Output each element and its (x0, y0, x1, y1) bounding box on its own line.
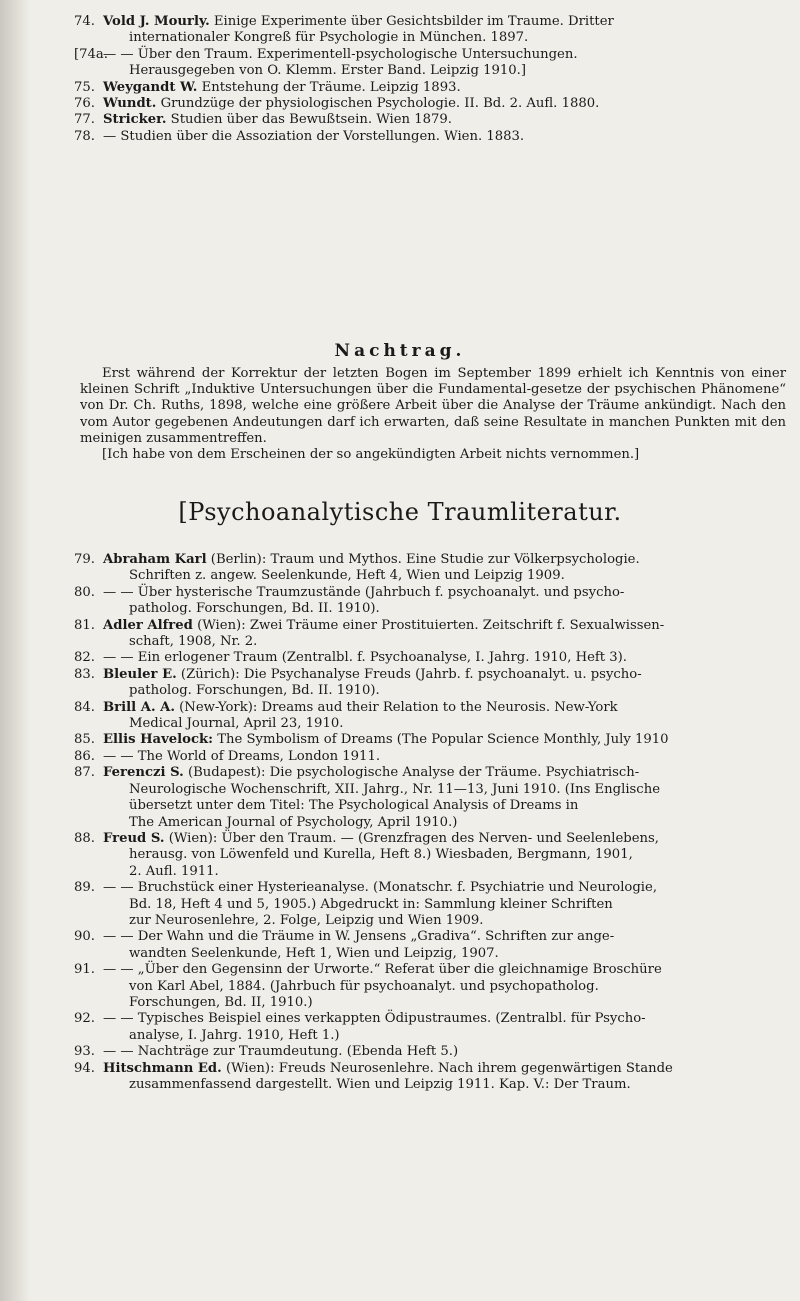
entry-title: — — Über hysterische Traumzustände (Jahrbuch f. psychoanalyt. und psycho- (103, 584, 625, 600)
entry-author: Ellis Havelock: (103, 732, 213, 748)
entry-continuation: Herausgegeben von O. Klemm. Erster Band. Leipzig 1910.] (129, 63, 527, 79)
entry-continuation: analyse, I. Jahrg. 1910, Heft 1.) (129, 1027, 340, 1043)
bibliography-entry (0, 880, 800, 929)
bibliography-entry (0, 732, 800, 748)
bibliography-list-top (0, 14, 800, 145)
entry-continuation: Medical Journal, April 23, 1910. (129, 716, 344, 732)
entry-number: 77. (74, 112, 95, 128)
entry-text (103, 47, 800, 80)
entry-author: Bleuler E. (103, 666, 177, 682)
entry-author: Abraham Karl (103, 552, 207, 567)
bibliography-entry (0, 962, 800, 1011)
entry-title: Studien über das Bewußtsein. Wien 1879. (170, 112, 452, 128)
entry-text (103, 129, 800, 145)
entry-title: — Studien über die Assoziation der Vorstellungen. Wien. 1883. (103, 128, 525, 144)
entry-title: (Wien): Freuds Neurosenlehre. Nach ihrem gegenwärtigen Stande (225, 1060, 673, 1076)
entry-author: Weygandt W. (103, 79, 198, 95)
bibliography-entry (0, 831, 800, 880)
entry-text (103, 80, 800, 96)
bibliography-entry (0, 667, 800, 700)
entry-text (103, 1044, 800, 1060)
entry-title: (Wien): Über den Traum. — (Grenzfragen des Nerven- und Seelenlebens, (168, 830, 659, 846)
entry-author: Ferenczi S. (103, 765, 184, 781)
entry-text (103, 732, 800, 748)
entry-number: [74a. (74, 46, 108, 62)
bibliography-entry (0, 929, 800, 962)
bibliography-entry (0, 1011, 800, 1044)
entry-number: 85. (74, 732, 95, 748)
entry-number: 92. (74, 1011, 95, 1027)
entry-continuation: herausg. von Löwenfeld und Kurella, Heft 8.) Wiesbaden, Bergmann, 1901, (129, 847, 633, 863)
entry-text (103, 962, 800, 1011)
entry-author: Wundt. (103, 96, 157, 112)
entry-text (103, 14, 800, 47)
entry-text (103, 880, 800, 929)
bibliography-entry (0, 1061, 800, 1094)
entry-continuation: zusammenfassend dargestellt. Wien und Leipzig 1911. Kap. V.: Der Traum. (129, 1077, 631, 1092)
entry-number: 79. (74, 552, 95, 567)
entry-text (103, 831, 800, 880)
entry-text (103, 618, 800, 651)
entry-text (103, 112, 800, 128)
entry-number: 75. (74, 79, 95, 95)
bibliography-entry (0, 96, 800, 112)
entry-title: — — Bruchstück einer Hysterieanalyse. (Monatschr. f. Psychiatrie und Neurologie, (103, 880, 658, 896)
entry-continuation: The American Journal of Psychology, April 1910.) (129, 814, 458, 830)
bibliography-entry (0, 14, 800, 47)
entry-title: — — Nachträge zur Traumdeutung. (Ebenda Heft 5.) (103, 1044, 459, 1060)
bibliography-entry (0, 129, 800, 145)
entry-number: 87. (74, 765, 95, 781)
entry-title: (Berlin): Traum und Mythos. Eine Studie zur Völkerpsychologie. (210, 552, 640, 567)
bibliography-list-bottom (0, 552, 800, 1093)
entry-title: Einige Experimente über Gesichtsbilder im Traume. Dritter (213, 14, 614, 29)
entry-title: Entstehung der Träume. Leipzig 1893. (201, 79, 461, 95)
entry-text (103, 667, 800, 700)
entry-text (103, 1011, 800, 1044)
bibliography-entry (0, 749, 800, 765)
entry-title: — — Der Wahn und die Träume in W. Jensens „Gradiva“. Schriften zur ange- (103, 929, 615, 945)
entry-author: Stricker. (103, 112, 167, 128)
entry-continuation: internationaler Kongreß für Psychologie in München. 1897. (129, 30, 529, 46)
bibliography-entry (0, 80, 800, 96)
entry-title: — — The World of Dreams, London 1911. (103, 748, 381, 764)
entry-title: The Symbolism of Dreams (The Popular Science Monthly, July 1910 (217, 732, 669, 748)
entry-continuation: übersetzt unter dem Titel: The Psychological Analysis of Dreams in (129, 798, 579, 814)
entry-author: Brill A. A. (103, 699, 175, 715)
entry-number: 94. (74, 1060, 95, 1076)
entry-number: 80. (74, 584, 95, 600)
entry-continuation: Forschungen, Bd. II, 1910.) (129, 994, 313, 1010)
entry-continuation: patholog. Forschungen, Bd. II. 1910). (129, 683, 380, 699)
nachtrag-paragraph: [Ich habe von dem Erscheinen der so angekündigten Arbeit nichts vernommen.] (102, 447, 640, 463)
entry-author: Vold J. Mourly. (103, 14, 210, 29)
entry-number: 89. (74, 880, 95, 896)
entry-continuation: Schriften z. angew. Seelenkunde, Heft 4, Wien und Leipzig 1909. (129, 568, 565, 584)
entry-number: 74. (74, 14, 95, 29)
entry-number: 83. (74, 666, 95, 682)
section-heading: [Psychoanalytische Traumliteratur. (178, 498, 622, 526)
entry-text (103, 650, 800, 666)
entry-text (103, 749, 800, 765)
entry-author: Freud S. (103, 830, 165, 846)
entry-continuation: patholog. Forschungen, Bd. II. 1910). (129, 601, 380, 617)
bibliography-entry (0, 585, 800, 618)
entry-continuation: Neurologische Wochenschrift, XII. Jahrg., Nr. 11—13, Juni 1910. (Ins Englische (129, 781, 660, 797)
entry-continuation: wandten Seelenkunde, Heft 1, Wien und Leipzig, 1907. (129, 945, 499, 961)
bibliography-entry (0, 47, 800, 80)
entry-text (103, 552, 800, 585)
bibliography-entry (0, 765, 800, 831)
nachtrag-body (80, 366, 786, 463)
entry-continuation: zur Neurosenlehre, 2. Folge, Leipzig und Wien 1909. (129, 912, 484, 928)
entry-continuation: Bd. 18, Heft 4 und 5, 1905.) Abgedruckt in: Sammlung kleiner Schriften (129, 896, 613, 912)
entry-number: 76. (74, 96, 95, 112)
bibliography-entry (0, 650, 800, 666)
entry-title: (Budapest): Die psychologische Analyse der Träume. Psychiatrisch- (187, 765, 640, 781)
bibliography-entry (0, 700, 800, 733)
bibliography-entry (0, 1044, 800, 1060)
entry-title: — — Typisches Beispiel eines verkappten Ödipustraumes. (Zentralbl. für Psycho- (103, 1011, 646, 1027)
entry-title: — — Ein erlogener Traum (Zentralbl. f. Psychoanalyse, I. Jahrg. 1910, Heft 3). (103, 650, 627, 666)
entry-title: — — „Über den Gegensinn der Urworte.“ Referat über die gleichnamige Broschüre (103, 962, 662, 978)
entry-continuation: von Karl Abel, 1884. (Jahrbuch für psychoanalyt. und psychopatholog. (129, 978, 599, 994)
entry-number: 90. (74, 929, 95, 945)
entry-text (103, 1061, 800, 1094)
entry-text (103, 585, 800, 618)
entry-title: — — Über den Traum. Experimentell-psychologische Untersuchungen. (103, 46, 578, 62)
entry-number: 82. (74, 650, 95, 666)
bibliography-entry (0, 618, 800, 651)
nachtrag-heading: Nachtrag. (334, 341, 466, 361)
entry-title: (New-York): Dreams aud their Relation to the Neurosis. New-York (179, 699, 618, 715)
entry-text (103, 700, 800, 733)
entry-text (103, 96, 800, 112)
entry-text (103, 765, 800, 831)
entry-text (103, 929, 800, 962)
entry-author: Adler Alfred (103, 617, 193, 633)
entry-number: 81. (74, 617, 95, 633)
entry-number: 78. (74, 128, 95, 144)
entry-author: Hitschmann Ed. (103, 1060, 222, 1076)
entry-number: 86. (74, 748, 95, 764)
entry-continuation: 2. Aufl. 1911. (129, 863, 219, 879)
entry-number: 88. (74, 830, 95, 846)
entry-title: Grundzüge der physiologischen Psychologie. II. Bd. 2. Aufl. 1880. (160, 96, 600, 112)
entry-number: 91. (74, 962, 95, 978)
bibliography-entry (0, 112, 800, 128)
nachtrag-paragraph: Erst während der Korrektur der letzten Bogen im September 1899 erhielt ich Kenntnis von einer kleinen Schrift „Induktive Untersuchungen über die Fundamental-gesetze der psychischen Phänomene“ von Dr. Ch. Ruths, 1898, welche eine größere Arbeit über die Analyse der Träume ankündigt. Nach den vom Autor gegebenen Andeutungen darf ich erwarten, daß seine Resultate in manchen Punkten mit den meinigen zusammentreffen. (80, 366, 786, 446)
entry-title: (Zürich): Die Psychanalyse Freuds (Jahrb. f. psychoanalyt. u. psycho- (180, 666, 642, 682)
entry-title: (Wien): Zwei Träume einer Prostituierten. Zeitschrift f. Sexualwissen- (197, 617, 665, 633)
entry-number: 93. (74, 1044, 95, 1060)
entry-number: 84. (74, 699, 95, 715)
entry-continuation: schaft, 1908, Nr. 2. (129, 634, 258, 650)
bibliography-entry (0, 552, 800, 585)
